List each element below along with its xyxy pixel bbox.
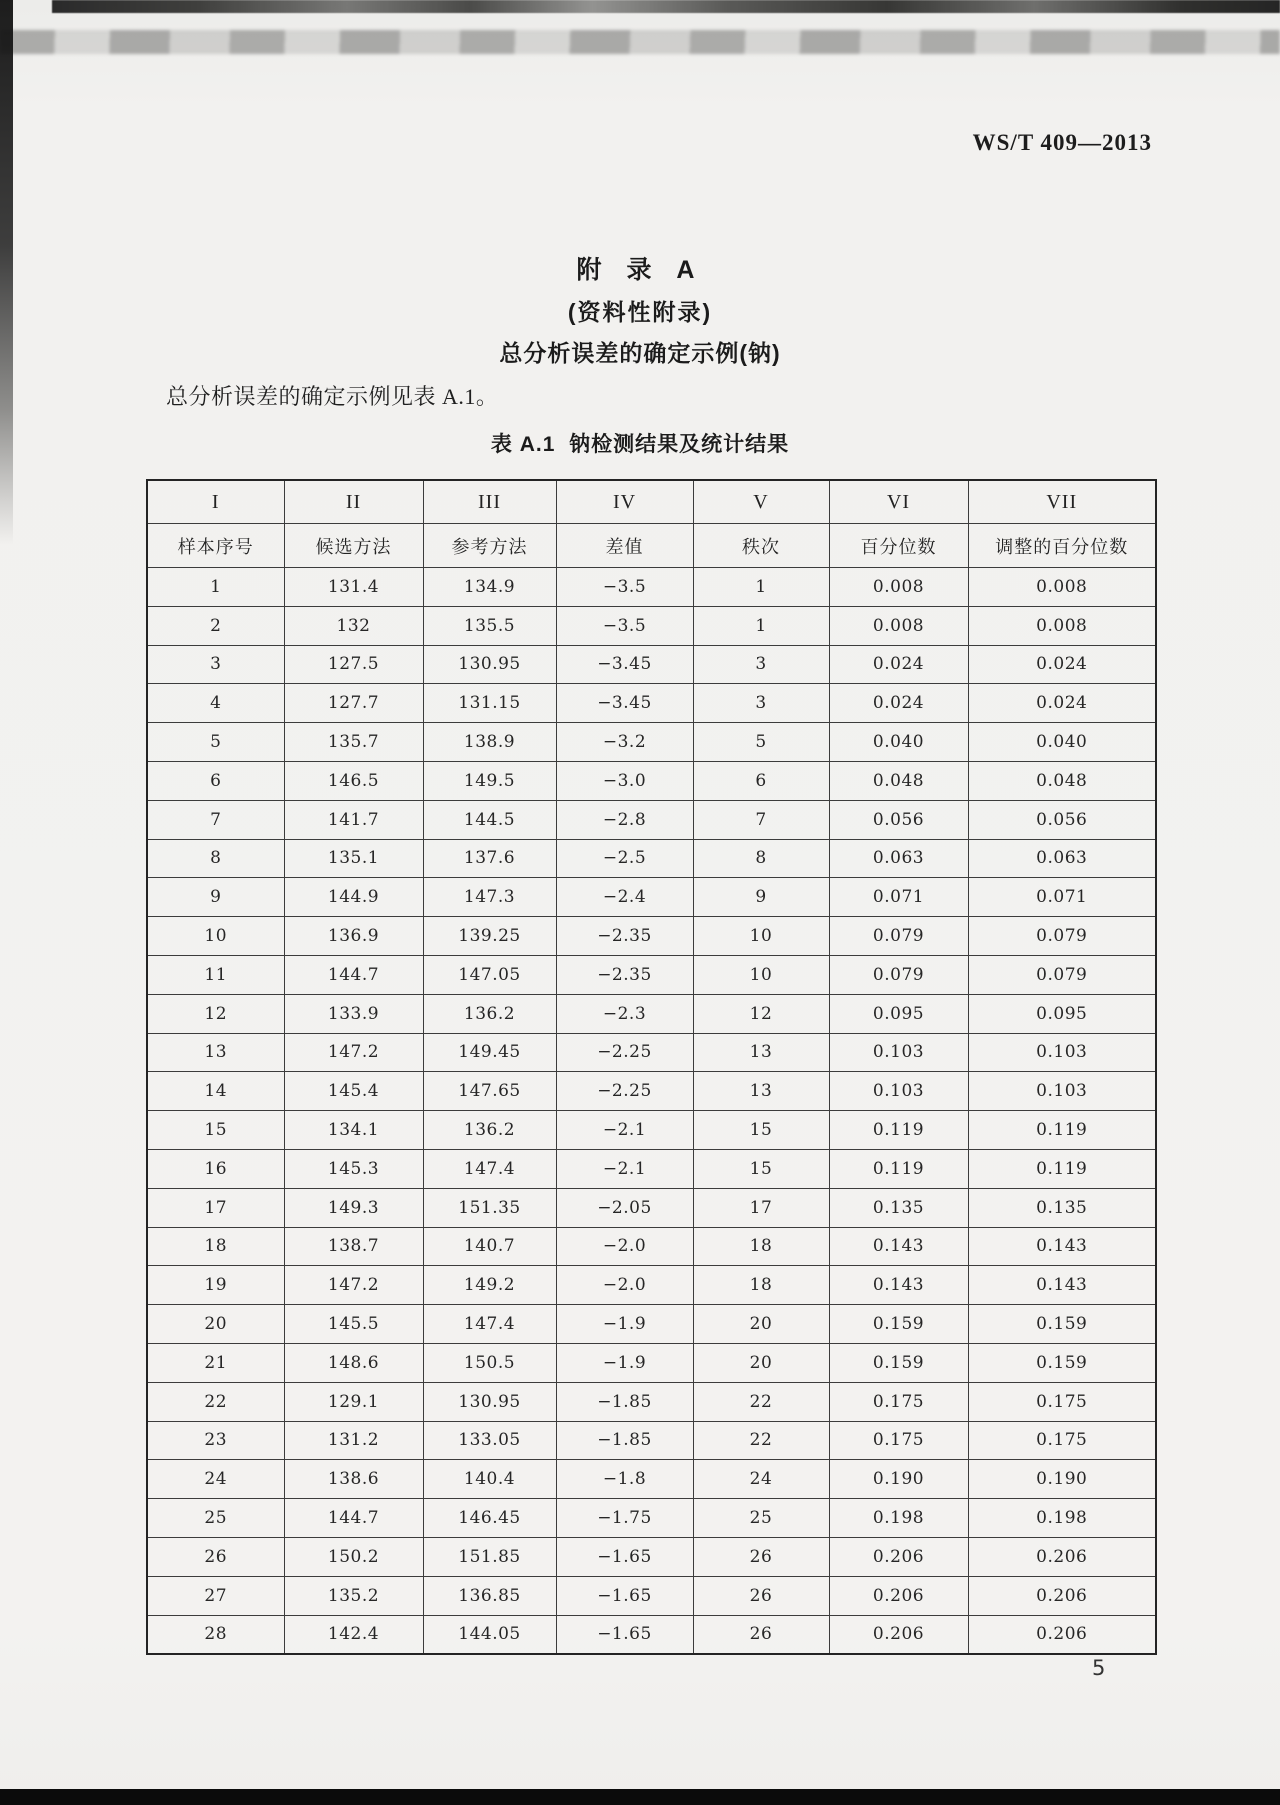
table-row	[147, 1072, 1156, 1111]
cell-adjusted-percentile: 0.071	[968, 878, 1156, 917]
roman-header-cell: III	[423, 480, 556, 524]
table-row	[147, 1537, 1156, 1576]
cell-reference-method: 137.6	[423, 839, 556, 878]
cell-percentile: 0.008	[829, 606, 968, 645]
cell-candidate-method: 135.2	[284, 1576, 423, 1615]
column-header-cell: 参考方法	[423, 524, 556, 568]
cell-sample-index: 21	[147, 1343, 284, 1382]
table-head	[147, 480, 1156, 568]
column-header-row	[147, 524, 1156, 568]
table-row	[147, 1033, 1156, 1072]
cell-reference-method: 144.05	[423, 1615, 556, 1654]
intro-text: 总分析误差的确定示例见表 A.1。	[166, 384, 499, 409]
scan-artifact-band	[0, 30, 1280, 54]
table-row	[147, 1382, 1156, 1421]
cell-reference-method: 149.45	[423, 1033, 556, 1072]
column-header-cell: 秩次	[693, 524, 829, 568]
cell-candidate-method: 145.3	[284, 1149, 423, 1188]
cell-rank: 3	[693, 684, 829, 723]
table-row	[147, 1149, 1156, 1188]
cell-reference-method: 147.4	[423, 1149, 556, 1188]
cell-percentile: 0.143	[829, 1227, 968, 1266]
cell-reference-method: 147.05	[423, 955, 556, 994]
cell-sample-index: 28	[147, 1615, 284, 1654]
table-row	[147, 1576, 1156, 1615]
cell-sample-index: 19	[147, 1266, 284, 1305]
cell-adjusted-percentile: 0.119	[968, 1149, 1156, 1188]
table-caption: 表 A.1 钠检测结果及统计结果	[490, 433, 790, 456]
cell-rank: 1	[693, 568, 829, 607]
cell-candidate-method: 142.4	[284, 1615, 423, 1654]
cell-percentile: 0.063	[829, 839, 968, 878]
cell-candidate-method: 127.7	[284, 684, 423, 723]
table-row	[147, 1499, 1156, 1538]
cell-rank: 26	[693, 1537, 829, 1576]
cell-sample-index: 3	[147, 645, 284, 684]
cell-candidate-method: 136.9	[284, 917, 423, 956]
cell-rank: 25	[693, 1499, 829, 1538]
cell-adjusted-percentile: 0.056	[968, 800, 1156, 839]
cell-percentile: 0.143	[829, 1266, 968, 1305]
cell-candidate-method: 127.5	[284, 645, 423, 684]
cell-adjusted-percentile: 0.024	[968, 684, 1156, 723]
cell-adjusted-percentile: 0.119	[968, 1111, 1156, 1150]
table-row	[147, 1305, 1156, 1344]
cell-percentile: 0.079	[829, 917, 968, 956]
cell-percentile: 0.159	[829, 1305, 968, 1344]
cell-rank: 9	[693, 878, 829, 917]
cell-reference-method: 144.5	[423, 800, 556, 839]
column-header-cell: 调整的百分位数	[968, 524, 1156, 568]
cell-percentile: 0.056	[829, 800, 968, 839]
cell-reference-method: 136.2	[423, 994, 556, 1033]
cell-rank: 26	[693, 1576, 829, 1615]
table-row	[147, 1266, 1156, 1305]
cell-sample-index: 11	[147, 955, 284, 994]
cell-rank: 10	[693, 955, 829, 994]
cell-candidate-method: 138.6	[284, 1460, 423, 1499]
cell-rank: 18	[693, 1227, 829, 1266]
cell-rank: 1	[693, 606, 829, 645]
table-row	[147, 568, 1156, 607]
cell-rank: 12	[693, 994, 829, 1033]
cell-difference: −2.1	[556, 1149, 693, 1188]
cell-sample-index: 20	[147, 1305, 284, 1344]
roman-header-row	[147, 480, 1156, 524]
cell-percentile: 0.175	[829, 1421, 968, 1460]
cell-rank: 24	[693, 1460, 829, 1499]
table-row	[147, 723, 1156, 762]
cell-adjusted-percentile: 0.103	[968, 1033, 1156, 1072]
cell-percentile: 0.190	[829, 1460, 968, 1499]
cell-difference: −1.8	[556, 1460, 693, 1499]
cell-difference: −2.1	[556, 1111, 693, 1150]
cell-candidate-method: 129.1	[284, 1382, 423, 1421]
cell-sample-index: 8	[147, 839, 284, 878]
appendix-subtitle: (资料性附录)	[567, 299, 713, 325]
cell-sample-index: 15	[147, 1111, 284, 1150]
cell-sample-index: 18	[147, 1227, 284, 1266]
cell-reference-method: 131.15	[423, 684, 556, 723]
cell-adjusted-percentile: 0.206	[968, 1537, 1156, 1576]
cell-candidate-method: 135.7	[284, 723, 423, 762]
cell-rank: 13	[693, 1072, 829, 1111]
cell-sample-index: 24	[147, 1460, 284, 1499]
table-row	[147, 1111, 1156, 1150]
cell-reference-method: 133.05	[423, 1421, 556, 1460]
cell-sample-index: 10	[147, 917, 284, 956]
cell-sample-index: 4	[147, 684, 284, 723]
cell-difference: −2.0	[556, 1227, 693, 1266]
cell-percentile: 0.024	[829, 645, 968, 684]
cell-rank: 15	[693, 1149, 829, 1188]
table-row	[147, 839, 1156, 878]
cell-difference: −1.75	[556, 1499, 693, 1538]
cell-adjusted-percentile: 0.175	[968, 1382, 1156, 1421]
cell-adjusted-percentile: 0.206	[968, 1576, 1156, 1615]
cell-percentile: 0.103	[829, 1072, 968, 1111]
roman-header-cell: VI	[829, 480, 968, 524]
cell-adjusted-percentile: 0.079	[968, 917, 1156, 956]
cell-difference: −3.5	[556, 568, 693, 607]
cell-percentile: 0.206	[829, 1537, 968, 1576]
cell-rank: 10	[693, 917, 829, 956]
cell-reference-method: 136.85	[423, 1576, 556, 1615]
cell-difference: −2.5	[556, 839, 693, 878]
cell-candidate-method: 150.2	[284, 1537, 423, 1576]
cell-difference: −1.9	[556, 1343, 693, 1382]
cell-candidate-method: 147.2	[284, 1266, 423, 1305]
scan-artifact-top	[52, 0, 1280, 13]
column-header-cell: 差值	[556, 524, 693, 568]
table-row	[147, 1421, 1156, 1460]
cell-reference-method: 150.5	[423, 1343, 556, 1382]
cell-sample-index: 5	[147, 723, 284, 762]
cell-sample-index: 12	[147, 994, 284, 1033]
cell-candidate-method: 145.5	[284, 1305, 423, 1344]
cell-adjusted-percentile: 0.103	[968, 1072, 1156, 1111]
cell-adjusted-percentile: 0.175	[968, 1421, 1156, 1460]
cell-percentile: 0.206	[829, 1615, 968, 1654]
cell-difference: −1.85	[556, 1421, 693, 1460]
cell-adjusted-percentile: 0.040	[968, 723, 1156, 762]
table-row	[147, 645, 1156, 684]
cell-sample-index: 2	[147, 606, 284, 645]
cell-reference-method: 147.65	[423, 1072, 556, 1111]
cell-sample-index: 9	[147, 878, 284, 917]
cell-candidate-method: 135.1	[284, 839, 423, 878]
roman-header-cell: V	[693, 480, 829, 524]
cell-percentile: 0.119	[829, 1149, 968, 1188]
cell-sample-index: 22	[147, 1382, 284, 1421]
cell-adjusted-percentile: 0.159	[968, 1305, 1156, 1344]
cell-adjusted-percentile: 0.048	[968, 761, 1156, 800]
table-row	[147, 994, 1156, 1033]
cell-percentile: 0.206	[829, 1576, 968, 1615]
cell-adjusted-percentile: 0.024	[968, 645, 1156, 684]
cell-difference: −1.65	[556, 1615, 693, 1654]
cell-reference-method: 149.5	[423, 761, 556, 800]
table-row	[147, 606, 1156, 645]
cell-rank: 15	[693, 1111, 829, 1150]
cell-adjusted-percentile: 0.095	[968, 994, 1156, 1033]
cell-candidate-method: 149.3	[284, 1188, 423, 1227]
doc-number: WS/T 409—2013	[972, 130, 1152, 155]
table-row	[147, 878, 1156, 917]
cell-difference: −3.0	[556, 761, 693, 800]
cell-difference: −3.2	[556, 723, 693, 762]
cell-difference: −3.5	[556, 606, 693, 645]
cell-difference: −2.8	[556, 800, 693, 839]
cell-adjusted-percentile: 0.135	[968, 1188, 1156, 1227]
cell-reference-method: 149.2	[423, 1266, 556, 1305]
cell-difference: −2.4	[556, 878, 693, 917]
cell-difference: −3.45	[556, 684, 693, 723]
roman-header-cell: VII	[968, 480, 1156, 524]
cell-rank: 5	[693, 723, 829, 762]
cell-percentile: 0.198	[829, 1499, 968, 1538]
table-row	[147, 684, 1156, 723]
cell-adjusted-percentile: 0.159	[968, 1343, 1156, 1382]
cell-rank: 22	[693, 1382, 829, 1421]
cell-sample-index: 6	[147, 761, 284, 800]
cell-difference: −2.0	[556, 1266, 693, 1305]
roman-header-cell: I	[147, 480, 284, 524]
table-row	[147, 800, 1156, 839]
cell-difference: −1.65	[556, 1537, 693, 1576]
cell-difference: −2.35	[556, 917, 693, 956]
cell-reference-method: 140.4	[423, 1460, 556, 1499]
cell-adjusted-percentile: 0.190	[968, 1460, 1156, 1499]
cell-percentile: 0.135	[829, 1188, 968, 1227]
cell-percentile: 0.159	[829, 1343, 968, 1382]
cell-rank: 18	[693, 1266, 829, 1305]
cell-sample-index: 27	[147, 1576, 284, 1615]
cell-candidate-method: 134.1	[284, 1111, 423, 1150]
cell-sample-index: 7	[147, 800, 284, 839]
cell-adjusted-percentile: 0.143	[968, 1227, 1156, 1266]
table-row	[147, 1188, 1156, 1227]
cell-percentile: 0.119	[829, 1111, 968, 1150]
roman-header-cell: II	[284, 480, 423, 524]
cell-reference-method: 138.9	[423, 723, 556, 762]
cell-candidate-method: 132	[284, 606, 423, 645]
cell-candidate-method: 144.7	[284, 955, 423, 994]
cell-reference-method: 151.35	[423, 1188, 556, 1227]
cell-rank: 13	[693, 1033, 829, 1072]
cell-reference-method: 130.95	[423, 645, 556, 684]
cell-candidate-method: 146.5	[284, 761, 423, 800]
cell-reference-method: 147.3	[423, 878, 556, 917]
cell-candidate-method: 133.9	[284, 994, 423, 1033]
cell-percentile: 0.095	[829, 994, 968, 1033]
appendix-title: 附 录 A	[576, 256, 704, 284]
cell-candidate-method: 141.7	[284, 800, 423, 839]
appendix-titles	[0, 250, 1280, 368]
column-header-cell: 百分位数	[829, 524, 968, 568]
cell-sample-index: 13	[147, 1033, 284, 1072]
cell-reference-method: 134.9	[423, 568, 556, 607]
cell-percentile: 0.071	[829, 878, 968, 917]
cell-adjusted-percentile: 0.063	[968, 839, 1156, 878]
table-row	[147, 1227, 1156, 1266]
roman-header-cell: IV	[556, 480, 693, 524]
cell-reference-method: 146.45	[423, 1499, 556, 1538]
column-header-cell: 样本序号	[147, 524, 284, 568]
cell-percentile: 0.103	[829, 1033, 968, 1072]
cell-sample-index: 26	[147, 1537, 284, 1576]
cell-candidate-method: 144.7	[284, 1499, 423, 1538]
cell-difference: −2.05	[556, 1188, 693, 1227]
cell-sample-index: 25	[147, 1499, 284, 1538]
cell-difference: −1.9	[556, 1305, 693, 1344]
cell-candidate-method: 131.2	[284, 1421, 423, 1460]
cell-difference: −2.25	[556, 1072, 693, 1111]
table-row	[147, 761, 1156, 800]
cell-sample-index: 16	[147, 1149, 284, 1188]
cell-rank: 7	[693, 800, 829, 839]
cell-difference: −2.35	[556, 955, 693, 994]
cell-difference: −2.25	[556, 1033, 693, 1072]
cell-sample-index: 1	[147, 568, 284, 607]
cell-difference: −3.45	[556, 645, 693, 684]
cell-reference-method: 151.85	[423, 1537, 556, 1576]
cell-difference: −1.65	[556, 1576, 693, 1615]
cell-adjusted-percentile: 0.008	[968, 568, 1156, 607]
cell-reference-method: 135.5	[423, 606, 556, 645]
cell-adjusted-percentile: 0.206	[968, 1615, 1156, 1654]
cell-candidate-method: 148.6	[284, 1343, 423, 1382]
column-header-cell: 候选方法	[284, 524, 423, 568]
cell-percentile: 0.024	[829, 684, 968, 723]
table-row	[147, 1615, 1156, 1654]
table-row	[147, 1343, 1156, 1382]
table-row	[147, 955, 1156, 994]
table-body	[147, 568, 1156, 1654]
cell-rank: 8	[693, 839, 829, 878]
cell-difference: −2.3	[556, 994, 693, 1033]
page-number: 5	[1092, 1656, 1106, 1680]
cell-rank: 26	[693, 1615, 829, 1654]
cell-reference-method: 147.4	[423, 1305, 556, 1344]
cell-candidate-method: 131.4	[284, 568, 423, 607]
cell-rank: 20	[693, 1343, 829, 1382]
cell-difference: −1.85	[556, 1382, 693, 1421]
cell-candidate-method: 145.4	[284, 1072, 423, 1111]
cell-candidate-method: 147.2	[284, 1033, 423, 1072]
scan-artifact-bottom	[0, 1789, 1280, 1805]
appendix-heading: 总分析误差的确定示例(钠)	[499, 340, 781, 366]
cell-rank: 20	[693, 1305, 829, 1344]
cell-sample-index: 17	[147, 1188, 284, 1227]
cell-percentile: 0.040	[829, 723, 968, 762]
cell-rank: 22	[693, 1421, 829, 1460]
cell-reference-method: 130.95	[423, 1382, 556, 1421]
cell-adjusted-percentile: 0.198	[968, 1499, 1156, 1538]
cell-rank: 3	[693, 645, 829, 684]
cell-candidate-method: 144.9	[284, 878, 423, 917]
cell-reference-method: 136.2	[423, 1111, 556, 1150]
cell-percentile: 0.079	[829, 955, 968, 994]
cell-reference-method: 139.25	[423, 917, 556, 956]
cell-candidate-method: 138.7	[284, 1227, 423, 1266]
cell-adjusted-percentile: 0.143	[968, 1266, 1156, 1305]
cell-adjusted-percentile: 0.008	[968, 606, 1156, 645]
cell-sample-index: 23	[147, 1421, 284, 1460]
cell-adjusted-percentile: 0.079	[968, 955, 1156, 994]
cell-percentile: 0.175	[829, 1382, 968, 1421]
results-table	[146, 479, 1157, 1655]
cell-rank: 6	[693, 761, 829, 800]
cell-sample-index: 14	[147, 1072, 284, 1111]
cell-reference-method: 140.7	[423, 1227, 556, 1266]
cell-percentile: 0.008	[829, 568, 968, 607]
cell-rank: 17	[693, 1188, 829, 1227]
cell-percentile: 0.048	[829, 761, 968, 800]
table-row	[147, 1460, 1156, 1499]
table-row	[147, 917, 1156, 956]
